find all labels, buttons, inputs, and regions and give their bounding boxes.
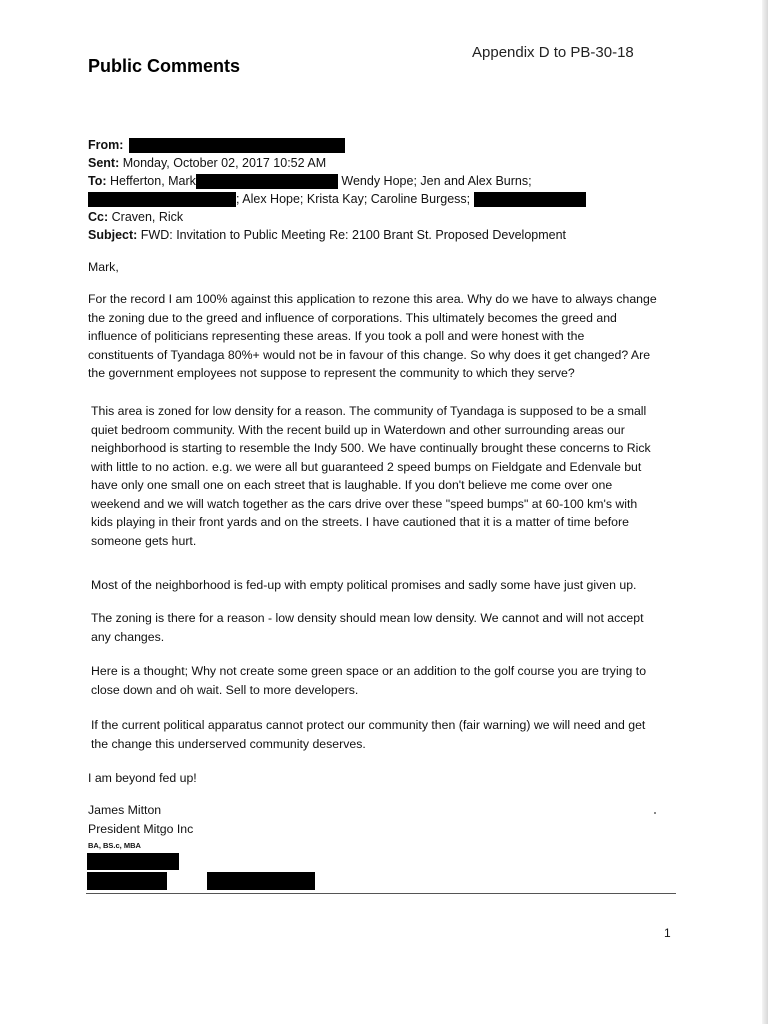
paragraph-2 — [88, 402, 683, 550]
sent-line — [88, 154, 326, 172]
signature-title: President Mitgo Inc — [88, 822, 194, 836]
cc-value: Craven, Rick — [111, 210, 184, 224]
appendix-label: Appendix D to PB-30-18 — [472, 44, 634, 61]
to-line — [88, 172, 532, 190]
paragraph-line: The zoning is there for a reason - low density should mean low density. We cannot and will not accept — [91, 611, 644, 625]
paragraph-line: neighborhood is starting to resemble the Indy 500. We have continually brought these concerns to Rick — [91, 441, 651, 455]
redaction-block — [87, 872, 167, 890]
paragraph-line: with little to no action. e.g. we were all but guaranteed 2 speed bumps on Fieldgate and Edenvale but — [91, 459, 642, 474]
redaction-block — [87, 853, 179, 870]
paragraph-line: the change this underserved community deserves. — [91, 736, 366, 751]
cc-line — [88, 208, 183, 226]
redaction-block — [474, 192, 586, 207]
sent-value: Monday, October 02, 2017 10:52 AM — [122, 156, 327, 170]
from-label: From: — [88, 138, 124, 152]
cc-label: Cc: — [88, 210, 109, 224]
to-value-2: Wendy Hope; Jen and Alex Burns; — [341, 174, 532, 188]
subject-line — [88, 226, 566, 244]
paragraph-line: the zoning due to the greed and influence of corporations. This ultimately becomes the greed and — [88, 310, 617, 325]
footer-divider — [86, 893, 676, 894]
paragraph-6 — [88, 716, 683, 753]
page-number: 1 — [664, 926, 671, 940]
to-label: To: — [88, 174, 107, 188]
sent-label: Sent: — [88, 156, 120, 170]
paragraph-4 — [88, 609, 683, 646]
paragraph-line: someone gets hurt. — [91, 533, 197, 548]
from-line — [88, 136, 345, 154]
paragraph-line: any changes. — [91, 629, 165, 644]
to-line-continued — [88, 190, 586, 208]
paragraph-3 — [88, 576, 683, 595]
paragraph-1 — [88, 290, 680, 383]
subject-value: FWD: Invitation to Public Meeting Re: 2100 Brant St. Proposed Development — [140, 228, 567, 242]
paragraph-line: This area is zoned for low density for a reason. The community of Tyandaga is supposed to be a small — [91, 404, 647, 418]
greeting-text: Mark, — [88, 260, 119, 274]
paragraph-line: If the current political apparatus cannot protect our community then (fair warning) we will need and get — [91, 718, 646, 732]
redaction-block — [207, 872, 315, 890]
paragraph-line: influence of politicians representing these areas. If you took a poll and were honest with the — [88, 329, 585, 343]
paragraph-line: have only one small one on each street that is laughable. If you don't believe me come over one — [91, 478, 613, 492]
greeting — [88, 258, 680, 277]
paragraph-line: Here is a thought; Why not create some green space or an addition to the golf course you are trying to — [91, 664, 647, 678]
scan-edge — [762, 0, 768, 1024]
scan-speck — [654, 812, 656, 814]
paragraph-line: kids playing in their front yards and on the streets. I have cautioned that it is a matter of time before — [91, 515, 629, 529]
redaction-block — [88, 192, 236, 207]
signature-credentials: BA, BS.c, MBA — [88, 841, 141, 850]
paragraph-line: Most of the neighborhood is fed-up with empty political promises and sadly some have just given up. — [91, 578, 637, 592]
paragraph-line: the government employees not suppose to represent the community to which they serve? — [88, 366, 575, 380]
paragraph-line: close down and oh wait. Sell to more developers. — [91, 682, 359, 697]
page-title: Public Comments — [88, 56, 241, 76]
paragraph-line: weekend and we will watch together as the cars drive over these "speed bumps" at 60-100 km's with — [91, 496, 638, 511]
paragraph-line: I am beyond fed up! — [88, 771, 197, 785]
paragraph-5 — [88, 662, 683, 699]
signature-name: James Mitton — [88, 803, 162, 817]
redaction-block — [196, 174, 338, 189]
paragraph-line: For the record I am 100% against this application to rezone this area. Why do we have to always change — [88, 292, 657, 306]
paragraph-line: constituents of Tyandaga 80%+ would not be in favour of this change. So why does it get changed? Are — [88, 347, 651, 362]
paragraph-line: quiet bedroom community. With the recent build up in Waterdown and other surrounding areas our — [91, 422, 625, 437]
paragraph-7 — [88, 769, 680, 788]
to-value-1: Hefferton, Mark — [110, 174, 196, 188]
subject-label: Subject: — [88, 228, 138, 242]
to-value-3: ; Alex Hope; Krista Kay; Caroline Burgess; — [236, 192, 471, 206]
redaction-block — [129, 138, 345, 153]
